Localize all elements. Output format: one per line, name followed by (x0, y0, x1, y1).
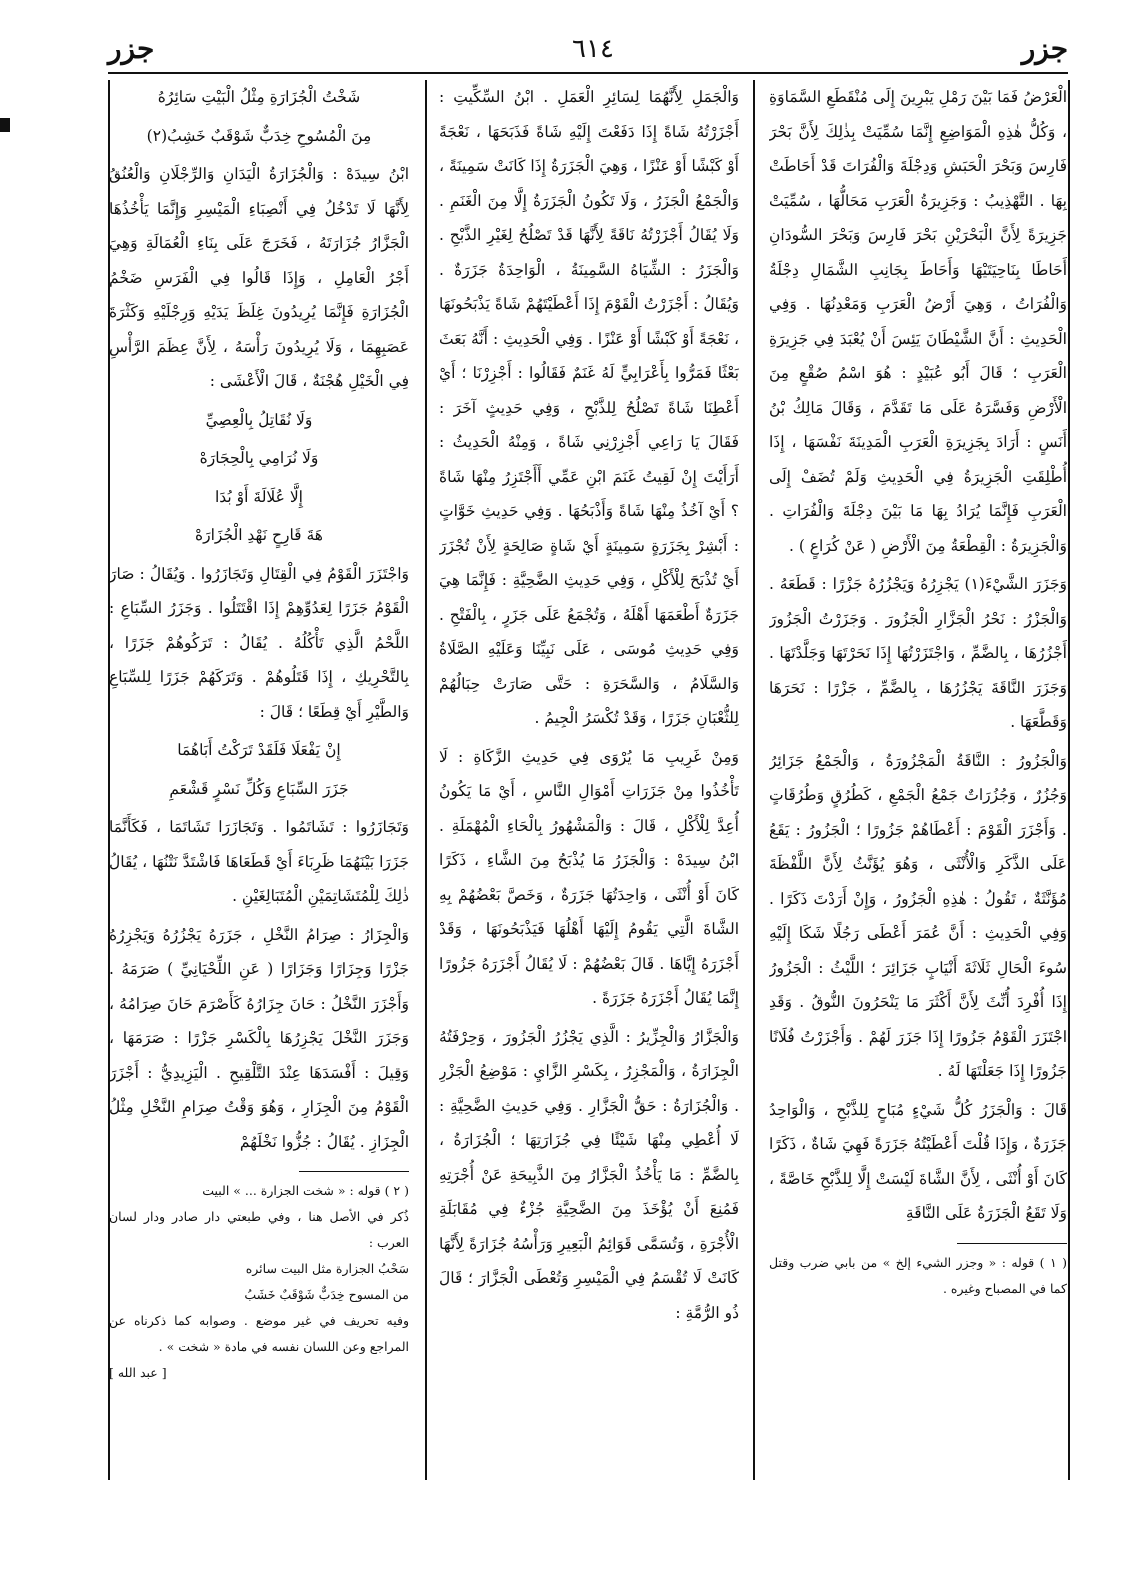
footnote-signature: [ عبد الله ] (109, 1365, 167, 1380)
footnote-rule (299, 1171, 409, 1172)
entry-paragraph: وَجَزَرَ الشَّيْءَ(١) يَجْزِرُهُ وَيَجْزُرُهُ جَزْرًا : قَطَعَهُ . وَالْجَزْرُ : نَحْرُ الْجَزَّارِ الْجَزُورَ . وَجَزَرْتُ الْجَزُورَ أَجْزُرُهَا ، بِالضَّمِّ ، وَاجْتَزَرْتُهَا إِذَا نَحَرْتَهَا وَجَلَّدْتَهَا . وَجَزَرَ النَّاقَةَ يَجْزُرُهَا ، بِالضَّمِّ ، جَزْرًا : نَحَرَهَا وَقَطَّعَهَا . (769, 575, 1067, 731)
entry-paragraph: وَالْجِزَارُ : صِرَامُ النَّخْلِ ، جَزَرَهُ يَجْزُرُهُ وَيَجْزِرُهُ جَزْرًا وَجِزَارًا وَجَزَارًا ( عَنِ اللِّحْيَانِيِّ ) صَرَمَهُ . وَأَجْزَرَ النَّخْلُ : حَانَ جِزَارُهُ كَأَصْرَمَ حَانَ صِرَامُهُ ، وَجَزَرَ النَّخْلَ يَجْزِرُهَا بِالْكَسْرِ جَزْرًا : صَرَمَهَا ، وَقِيلَ : أَفْسَدَهَا عِنْدَ التَّلْقِيحِ . الْيَزِيدِيُّ : أَجْزَرَ الْقَوْمُ مِنَ الْجِزَارِ ، وَهُوَ وَقْتُ صِرَامِ النَّخْلِ مِثْلُ الْجِزَازِ . يُقَالُ : جُزُّوا نَخْلَهُمْ (109, 925, 409, 1151)
footnote-line: ( ٢ ) قوله : « شخت الجزارة ... » البيت (202, 1183, 409, 1198)
entry-paragraph: الْعَرْضُ فَمَا بَيْنَ رَمْلِ يَبْرِينَ إِلَى مُنْقَطَعِ السَّمَاوَةِ ، وَكُلُّ هٰذِهِ الْمَوَاضِعِ إِنَّمَا سُمِّيَتْ بِذٰلِكَ لِأَنَّ بَحْرَ فَارِسَ وَبَحْرَ الْحَبَشِ وَدِجْلَةَ وَالْفُرَاتَ قَدْ أَحَاطَتْ بِهَا . التَّهْذِيبُ : وَجَزِيرَةُ الْعَرَبِ مَحَالُّهَا ، سُمِّيَتْ جَزِيرَةً لِأَنَّ الْبَحْرَيْنِ بَحْرَ فَارِسَ وَبَحْرَ السُّودَانِ أَحَاطَا بِنَاحِيَتَيْهَا وَأَحَاطَ بِجَانِبِ الشَّمَالِ دِجْلَةُ وَالْفُرَاتُ ، وَهِيَ أَرْضُ الْعَرَبِ وَمَعْدِنُهَا . وَفِي الْحَدِيثِ : أَنَّ الشَّيْطَانَ يَئِسَ أَنْ يُعْبَدَ فِي جَزِيرَةِ الْعَرَبِ ؛ قَالَ أَبُو عُبَيْدٍ : هُوَ اسْمُ صُقْعٍ مِنَ الْأَرْضِ وَفَسَّرَهُ عَلَى مَا تَقَدَّمَ ، وَقَالَ مَالِكُ بْنُ أَنَسٍ : أَرَادَ بِجَزِيرَةِ الْعَرَبِ الْمَدِينَةَ نَفْسَهَا ، إِذَا أُطْلِقَتِ الْجَزِيرَةُ فِي الْحَدِيثِ وَلَمْ تُضَفْ إِلَى الْعَرَبِ فَإِنَّمَا يُرَادُ بِهَا مَا بَيْنَ دِجْلَةَ وَالْفُرَاتِ . وَالْجَزِيرَةُ : الْقِطْعَةُ مِنَ الْأَرْضِ ( عَنْ كُرَاعٍ ) . (769, 88, 1067, 555)
entry-paragraph: وَتَجَازَرُوا : تَشَاتَمُوا . وَتَجَازَرَا تَشَاتَمَا ، فَكَأَنَّمَا جَزَرَا بَيْنَهُمَا ظَرِبَاءَ أَيْ قَطَعَاهَا فَاشْتَدَّ نَتْنُهَا ، يُقَالُ ذٰلِكَ لِلْمُتَشَاتِمَيْنِ الْمُتَبَالِغَيْنِ . (109, 818, 409, 905)
footnote-line: سَحْبُ الجزارة مثل البيت سائره (245, 1261, 409, 1276)
footnote-line: وفيه تحريف في غير موضع . وصوابه كما ذكرناه عن المراجع وعن اللسان نفسه في مادة « شخت » . (109, 1313, 409, 1354)
entry-paragraph: قَالَ : وَالْجَزَرُ كُلُّ شَيْءٍ مُبَاحٍ لِلذَّبْحِ ، وَالْوَاحِدُ جَزَرَةٌ ، وَإِذَا قُلْتَ أَعْطَيْتُهُ جَزَرَةً فَهِيَ شَاةٌ ، ذَكَرًا كَانَ أَوْ أُنْثَى ، لِأَنَّ الشَّاةَ لَيْسَتْ إِلَّا لِلذَّبْحِ خَاصَّةً ، وَلَا تَقَعُ الْجَزَرَةُ عَلَى النَّاقَةِ (769, 1100, 1067, 1222)
verse-line: مِنَ الْمُسُوحِ خِدَبٌّ شَوْقَبٌ خَشِبُ(٢) (146, 126, 372, 145)
footnote (109, 1178, 409, 1386)
column-divider-left (425, 80, 427, 1480)
entry-paragraph: وَالْجَزُورُ : النَّاقَةُ الْمَجْزُورَةُ ، وَالْجَمْعُ جَزَائِرُ وَجُزُرٌ ، وَجُزُرَاتٌ جَمْعُ الْجَمْعِ ، كَطُرُقٍ وَطُرُقَاتٍ . وَأَجْزَرَ الْقَوْمَ : أَعْطَاهُمْ جَزُورًا ؛ الْجَزُورُ : يَقَعُ عَلَى الذَّكَرِ وَالْأُنْثَى ، وَهُوَ يُؤَنَّثُ لِأَنَّ اللَّفْظَةَ مُؤَنَّثَةٌ ، تَقُولُ : هٰذِهِ الْجَزُورُ ، وَإِنْ أَرَدْتَ ذَكَرًا . وَفِي الْحَدِيثِ : أَنَّ عُمَرَ أَعْطَى رَجُلًا شَكَا إِلَيْهِ سُوءَ الْحَالِ ثَلَاثَةَ أَنْيَابٍ جَزَائِرَ ؛ اللَّيْثُ : الْجَزُورُ إِذَا أُفْرِدَ أُنِّثَ لِأَنَّ أَكْثَرَ مَا يَنْحَرُونَ النُّوقُ . وَقَدِ اجْتَزَرَ الْقَوْمُ جَزُورًا إِذَا جَزَرَ لَهُمْ . وَأَجْزَرْتُ فُلَانًا جَزُورًا إِذَا جَعَلْتَهَا لَهُ . (769, 751, 1067, 1080)
column-divider-right (753, 80, 755, 1480)
column-middle (439, 80, 739, 1460)
column-left (109, 80, 409, 1460)
page-header (108, 28, 1068, 74)
footnote (769, 1250, 1067, 1302)
entry-paragraph: ابْنُ سِيدَهْ : وَالْجُزَارَةُ الْيَدَانِ وَالرِّجْلَانِ وَالْعُنُقُ لِأَنَّهَا لَا تَدْخُلُ فِي أَنْصِبَاءِ الْمَيْسِرِ وَإِنَّمَا يَأْخُذُهَا الْجَزَّارُ جُزَارَتَهُ ، فَخَرَجَ عَلَى بِنَاءِ الْعُمَالَةِ وَهِيَ أَجْرُ الْعَامِلِ ، وَإِذَا قَالُوا فِي الْفَرَسِ ضَخْمُ الْجُزَارَةِ فَإِنَّمَا يُرِيدُونَ غِلَظَ يَدَيْهِ وَرِجْلَيْهِ وَكَثْرَةَ عَصَبِهِمَا ، وَلَا يُرِيدُونَ رَأْسَهُ ، لِأَنَّ عِظَمَ الرَّأْسِ فِي الْخَيْلِ هُجْنَةٌ ، قَالَ الْأَعْشَى : (109, 165, 409, 390)
verse-line: شَخْتُ الْجُزَارَةِ مِثْلُ الْبَيْتِ سَائِرُهُ (157, 88, 361, 106)
verse-line: إِنْ يَفْعَلَا فَلَقَدْ تَرَكْتُ أَبَاهُمَا (177, 741, 341, 759)
footnote-line: من المسوح خِدَبٌّ شَوْقَبٌ خَشَبُ (244, 1287, 409, 1302)
entry-paragraph: وَالْجَزَّارُ وَالْجِزِّيرُ : الَّذِي يَجْزُرُ الْجَزُورَ ، وَحِرْفَتُهُ الْجِزَارَةُ ، وَالْمَجْزِرُ ، بِكَسْرِ الزَّايِ : مَوْضِعُ الْجَزْرِ . وَالْجُزَارَةُ : حَقُّ الْجَزَّارِ . وَفِي حَدِيثِ الضَّحِيَّةِ : لَا أُعْطِي مِنْهَا شَيْئًا فِي جُزَارَتِهَا ؛ الْجُزَارَةُ ، بِالضَّمِّ : مَا يَأْخُذُ الْجَزَّارُ مِنَ الذَّبِيحَةِ عَنْ أُجْرَتِهِ فَمُنِعَ أَنْ يُؤْخَذَ مِنَ الضَّحِيَّةِ جُزْءٌ فِي مُقَابَلَةِ الْأُجْرَةِ ، وَتُسَمَّى قَوَائِمُ الْبَعِيرِ وَرَأْسُهُ جُزَارَةً لِأَنَّهَا كَانَتْ لَا تُقْسَمُ فِي الْمَيْسِرِ وَتُعْطَى الْجَزَّارَ ؛ قَالَ ذُو الرُّمَّةِ : (439, 1027, 739, 1322)
poem-line: وَلَا نُرَامِي بِالْحِجَارَهْ (199, 449, 319, 467)
page-number: ٦١٤ (572, 34, 614, 64)
verse-line: جَزَرَ السِّبَاعِ وَكُلِّ نَسْرٍ قَشْعَمِ (169, 779, 349, 798)
poem-line: إِلَّا عُلَالَةَ أَوْ بُدَا (214, 487, 303, 506)
header-root-word-left: جزر (108, 32, 155, 65)
footnote-line: ذُكر في الأصل هنا ، وفي طبعتي دار صادر ودار لسان العرب : (109, 1209, 409, 1250)
poem-line: وَلَا نُقَاتِلُ بِالْعِصِيِّ (205, 410, 313, 429)
page-edge-mark (0, 118, 10, 132)
header-root-word-right: جزر (1021, 32, 1068, 65)
footnote-rule (957, 1243, 1067, 1244)
poem-line: هَةَ قَارِحٍ نَهْدِ الْجُزَارَهْ (195, 526, 323, 544)
header-rule (108, 72, 1068, 74)
entry-paragraph: وَالْجَمَلِ لِأَنَّهُمَا لِسَائِرِ الْعَمَلِ . ابْنُ السِّكِّيتِ : أَجْزَرْتُهُ شَاةً إِذَا دَفَعْتَ إِلَيْهِ شَاةً فَذَبَحَهَا ، نَعْجَةً أَوْ كَبْشًا أَوْ عَنْزًا ، وَهِيَ الْجَزَرَةُ إِذَا كَانَتْ سَمِينَةً ، وَالْجَمْعُ الْجَزَرُ ، وَلَا تَكُونُ الْجَزَرَةُ إِلَّا مِنَ الْغَنَمِ . وَلَا يُقَالُ أَجْزَرْتُهُ نَاقَةً لِأَنَّهَا قَدْ تَصْلُحُ لِغَيْرِ الذَّبْحِ . وَالْجَزَرُ : الشِّيَاهُ السَّمِينَةُ ، الْوَاحِدَةُ جَزَرَةٌ . وَيُقَالُ : أَجْزَرْتُ الْقَوْمَ إِذَا أَعْطَيْتَهُمْ شَاةً يَذْبَحُونَهَا ، نَعْجَةً أَوْ كَبْشًا أَوْ عَنْزًا . وَفِي الْحَدِيثِ : أَنَّهُ بَعَثَ بَعْثًا فَمَرُّوا بِأَعْرَابِيٍّ لَهُ غَنَمٌ فَقَالُوا : أَجْزِرْنَا ؛ أَيْ أَعْطِنَا شَاةً تَصْلُحُ لِلذَّبْحِ ، وَفِي حَدِيثٍ آخَرَ : فَقَالَ يَا رَاعِي أَجْزِرْنِي شَاةً ، وَمِنْهُ الْحَدِيثُ : أَرَأَيْتَ إِنْ لَقِيتُ غَنَمَ ابْنِ عَمِّي أَأَجْتَزِرُ مِنْهَا شَاةً ؟ أَيْ آخُذُ مِنْهَا شَاةً وَأَذْبَحُهَا . وَفِي حَدِيثِ خَوَّاتٍ : أَبْشِرْ بِجَزَرَةٍ سَمِينَةٍ أَيْ شَاةٍ صَالِحَةٍ لِأَنْ تُجْزَرَ أَيْ تُذْبَحَ لِلْأَكْلِ ، وَفِي حَدِيثِ الضَّحِيَّةِ : فَإِنَّمَا هِيَ جَزَرَةٌ أَطْعَمَهَا أَهْلَهُ ، وَتُجْمَعُ عَلَى جَزَرٍ ، بِالْفَتْحِ . وَفِي حَدِيثِ مُوسَى ، عَلَى نَبِيِّنَا وَعَلَيْهِ الصَّلَاةُ وَالسَّلَامُ ، وَالسَّحَرَةِ : حَتَّى صَارَتْ حِبَالُهُمْ لِلثُّعْبَانِ جَزَرًا ، وَقَدْ تُكْسَرُ الْجِيمُ . (439, 88, 739, 727)
entry-paragraph: وَمِنْ غَرِيبِ مَا يُرْوَى فِي حَدِيثِ الزَّكَاةِ : لَا تَأْخُذُوا مِنْ جَزَرَاتِ أَمْوَالِ النَّاسِ ، أَيْ مَا يَكُونُ أُعِدَّ لِلْأَكْلِ ، قَالَ : وَالْمَشْهُورُ بِالْحَاءِ الْمُهْمَلَةِ . ابْنُ سِيدَهْ : وَالْجَزَرُ مَا يُذْبَحُ مِنَ الشَّاءِ ، ذَكَرًا كَانَ أَوْ أُنْثَى ، وَاحِدَتُهَا جَزَرَةٌ ، وَخَصَّ بَعْضُهُمْ بِهِ الشَّاةَ الَّتِي يَقُومُ إِلَيْهَا أَهْلُهَا فَيَذْبَحُونَهَا ، وَقَدْ أَجْزَرَهُ إِيَّاهَا . قَالَ بَعْضُهُمْ : لَا يُقَالُ أَجْزَرَهُ جَزُورًا إِنَّمَا يُقَالُ أَجْزَرَهُ جَزَرَةً . (439, 747, 739, 1007)
column-border-right (1068, 80, 1070, 1480)
entry-paragraph: وَاجْتَزَرَ الْقَوْمُ فِي الْقِتَالِ وَتَجَازَرُوا . وَيُقَالُ : صَارَ الْقَوْمُ جَزَرًا لِعَدُوِّهِمْ إِذَا اقْتَتَلُوا . وَجَزَرُ السِّبَاعِ : اللَّحْمُ الَّذِي تَأْكُلُهُ . يُقَالُ : تَرَكُوهُمْ جَزَرًا ، بِالتَّحْرِيكِ ، إِذَا قَتَلُوهُمْ . وَتَرَكَهُمْ جَزَرًا لِلسِّبَاعِ وَالطَّيْرِ أَيْ قِطَعًا ؛ قَالَ : (109, 564, 409, 721)
column-right (769, 80, 1067, 1460)
footnote-text: ( ١ ) قوله : « وجزر الشيء إلخ » من بابي ضرب وقتل كما في المصباح وغيره . (769, 1254, 1067, 1296)
